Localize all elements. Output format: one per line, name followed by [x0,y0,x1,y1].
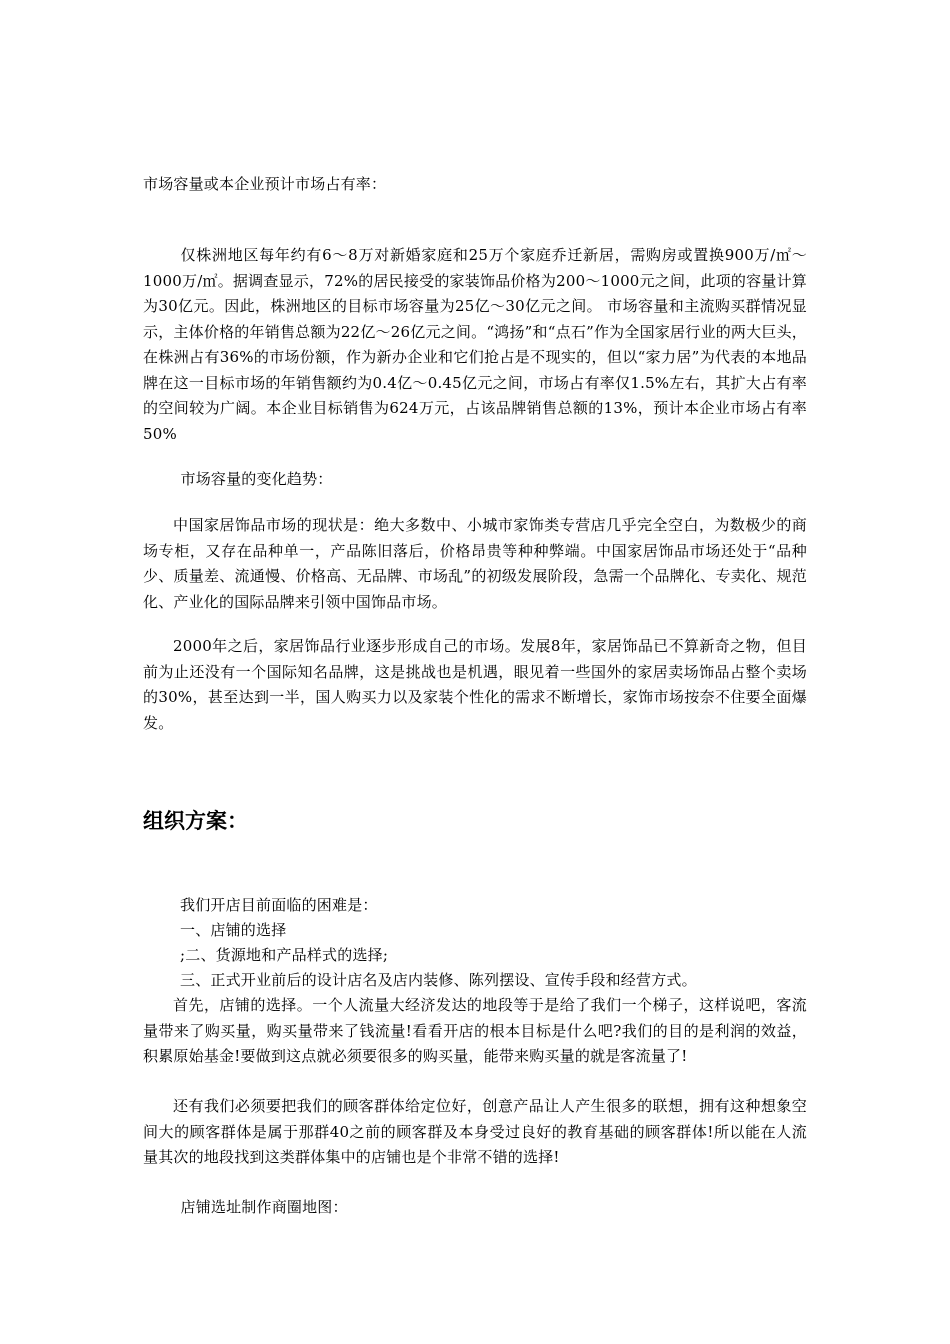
difficulty-item-1: 一、店铺的选择 [180,921,287,939]
difficulties-intro: 我们开店目前面临的困难是： [180,896,378,914]
trend-label: 市场容量的变化趋势： [180,470,333,488]
trend-paragraph-2: 2000年之后，家居饰品行业逐步形成自己的市场。发展8年，家居饰品已不算新奇之物，但目前为止还没有一个国际知名品牌，这是挑战也是机遇，眼见着一些国外的家居卖场饰品占整个卖场的30%，甚至达到一半，国人购买力以及家装个性化的需求不断增长，家饰市场按奈不住要全面爆发。 [143,637,807,732]
trade-area-map-label: 店铺选址制作商圈地图： [180,1198,348,1216]
trend-paragraph-1: 中国家居饰品市场的现状是：绝大多数中、小城市家饰类专营店几乎完全空白，为数极少的商场专柜，又存在品种单一，产品陈旧落后，价格昂贵等种种弊端。中国家居饰品市场还处于“品种少、质量差、流通慢、价格高、无品牌、市场乱”的初级发展阶段，急需一个品牌化、专卖化、规范化、产业化的国际品牌来引领中国饰品市场。 [143,516,807,611]
customer-group-paragraph: 还有我们必须要把我们的顾客群体给定位好，创意产品让人产生很多的联想，拥有这种想象空间大的顾客群体是属于那群40之前的顾客群及本身受过良好的教育基础的顾客群体!所以能在人流量其次的地段找到这类群体集中的店铺也是个非常不错的选择! [143,1097,807,1166]
difficulty-item-3: 三、正式开业前后的设计店名及店内装修、陈列摆设、宣传手段和经营方式。 [180,971,697,989]
market-capacity-label: 市场容量或本企业预计市场占有率： [143,175,387,193]
organization-heading: 组织方案： [143,809,248,833]
market-capacity-body: 仅株洲地区每年约有6～8万对新婚家庭和25万个家庭乔迁新居，需购房或置换900万/㎡～1000万/㎡。据调查显示，72%的居民接受的家装饰品价格为200～1000元之间，此项的容量计算为30亿元。因此，株洲地区的目标市场容量为25亿～30亿元之间。 市场容量和主流购买群情况显示，主体价格的年销售总额为22亿～26亿元之间。“鸿扬”和“点石”作为全国家居行业的两大巨头，在株洲占有36%的市场份额，作为新办企业和它们抢占是不现实的，但以“家力居”为代表的本地品牌在这一目标市场的年销售额约为0.4亿～0.45亿元之间，市场占有率仅1.5%左右，其扩大占有率的空间较为广阔。本企业目标销售为624万元，占该品牌销售总额的13%，预计本企业市场占有率50% [143,246,807,443]
store-selection-paragraph: 首先，店铺的选择。一个人流量大经济发达的地段等于是给了我们一个梯子，这样说吧，客流量带来了购买量，购买量带来了钱流量!看看开店的根本目标是什么吧?我们的目的是利润的效益，积累原始基金!要做到这点就必须要很多的购买量，能带来购买量的就是客流量了! [143,996,807,1065]
difficulty-item-2: ;二、货源地和产品样式的选择; [180,946,389,964]
